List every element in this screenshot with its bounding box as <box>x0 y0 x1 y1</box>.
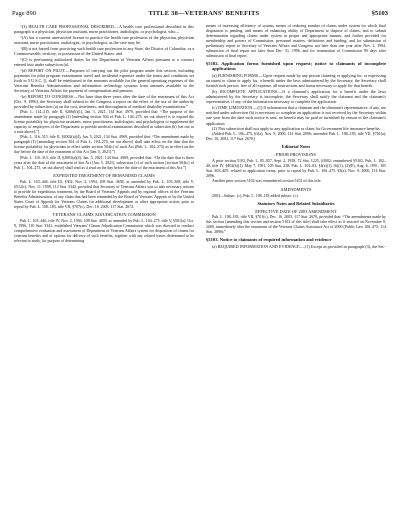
paragraph: (a) FURNISHING FORMS.—Upon request made by any person claiming or applying for, or expressing an intent to claim or apply for, a benefit under the laws administered by the Secretary, the Secretary shall furnish such person, free of all expense, all instructions and forms necessary to apply for that benefit. <box>206 72 386 89</box>
section-number: §5103 <box>371 10 388 17</box>
paragraph: “(A) has a current unrestricted license to practice the health care profession of the physician, physician assistant, nurse practitioner, audiologist, or psychologist, as the case may be; <box>14 34 194 46</box>
note-paragraph: [Pub. L. 116–315, title II, §2003(a)(4), Jan. 5, 2021, 134 Stat. 4969, provided that: “On the date that is three years after the date of the enactment of this Act [Jan. 5, 2021], subsection (c) of such section [section 504(c) of Pub. L. 104–275, set out above] shall read as it read on the day before the date of the enactment of this Act.”] <box>14 154 194 170</box>
note-paragraph: Pub. L. 108–183, title VII, §701(c), Dec. 16, 2003, 117 Stat. 2670, provided that: “The amendments made by this section [amending this section and section 5103 of this title] shall take effect as if enacted on November 9, 2000, immediately after the enactment of the Veterans Claims Assistance Act of 2000 (Public Law 106–475; 114 Stat. 2096).” <box>206 214 386 235</box>
statutory-notes-heading: Statutory Notes and Related Subsidiaries <box>257 200 335 206</box>
paragraph: (b) INCOMPLETE APPLICATIONS.—If a claimant's application for a benefit under the laws administered by the Secretary is incomplete, the Secretary shall notify the claimant and the claimant's representative, if any, of the information necessary to complete the application. <box>206 89 386 105</box>
note-paragraph: Pub. L. 103–446, title III, §302, Nov. 2, 1994, 108 Stat. 4658, as amended by Pub. L. 105–368, title V, §512(c), Nov. 11, 1998, 112 Stat. 3342, provided that Secretary of Veterans Affairs was to take necessary actions to provide for expeditious treatment, by the Board of Veterans' Appeals and by regional offices of the Veterans Benefits Administration, of any claim that had been remanded by the Board of Veterans' Appeals or by the United States Court of Appeals for Veterans Claims for additional development or other appropriate action, prior to repeal by Pub. L. 108–183, title VII, §707(c), Dec. 16, 2003, 117 Stat. 2672. <box>14 178 194 209</box>
history-note: (Added Pub. L. 106–475, §3(a), Nov. 9, 2000, 114 Stat. 2096; amended Pub. L. 108–183, title VII, §701(a), Dec. 16, 2003, 117 Stat. 2670.) <box>206 131 386 142</box>
note-heading: PRIOR PROVISIONS <box>276 152 316 158</box>
section-heading: §5103. Notice to claimants of required information and evidence <box>206 237 332 243</box>
note-paragraph: Another prior section 5102 was renumbered section 5101 of this title. <box>212 178 322 184</box>
note-paragraph: [Pub. L. 114–315, title II, §206(b)(1), Jan. 1, 2021, 134 Stat. 4970, provided that: “The purpose of the amendment made by paragraph (1) [amending section 504 of Pub. L. 104–275, set out above] is to expand the license portability for physician assistants, nurse practitioners, audiologists, and psychologists to supplement the capacity of employees of the Department to provide medical examinations described in subsection (b) [set out as a note above].”] <box>14 109 194 134</box>
right-column <box>206 24 386 250</box>
note-heading: VETERANS' CLAIMS ADJUDICATION COMMISSION <box>52 212 156 218</box>
paragraph: “(e) REPORT TO CONGRESS.—Not later than three years after the date of the enactment of this Act [Oct. 9, 1996], the Secretary shall submit to the Congress a report on the effect of the use of the authority provided by subsection (a) on the cost, timeliness, and thoroughness of medical disability examinations.” <box>14 94 194 110</box>
note-paragraph: 2003—Subsec. (c). Pub. L. 108–183 added subsec. (c). <box>212 192 299 198</box>
note-paragraph: means of increasing efficiency of system, means of reducing number of claims under system for which final disposition is pending, and means of enhancing ability of Department to dispose of claims, and to submit determination regarding claims under system in proper and appropriate manner, and further provided for membership and powers of Commission, personnel matters, definitions and funding; and for submission of preliminary report to Secretary of Veterans Affairs and Congress not later than one year after Nov. 2, 1994, submission of final report not later than Dec. 31, 1996, and for termination of Commission 90 days after submission of final report. <box>206 23 386 58</box>
note-paragraph: A prior section 5102, Pub. L. 85–857, Sept. 2, 1958, 72 Stat. 1225, §3002; renumbered §5102, Pub. L. 102–40, title IV, §402(b)(1), May 7, 1991, 105 Stat. 238; Pub. L. 102–83, §4(a)(1), (b)(1), (2)(E), Aug. 6, 1991, 105 Stat. 403–405, related to application forms, prior to repeal by Pub. L. 106–475, §3(a), Nov. 9, 2000, 114 Stat. 2096. <box>206 157 386 178</box>
note-paragraph: Pub. L. 103–446, title IV, Nov. 2, 1994, 108 Stat. 4659, as amended by Pub. L. 104–275, title V, §501(a), Oct. 9, 1996, 110 Stat. 3341, established Veterans' Claims Adjudication Commission which was directed to conduct comprehensive evaluation and assessment of Department of Veterans Affairs system for disposition of claims for veterans benefits and of options for delivery of such benefits, together with any related issues determined to be relevant to study, for purpose of determining <box>14 217 194 243</box>
note-paragraph: [Pub. L. 116–315, title II, §2002(a)(4), Jan. 5, 2021, 134 Stat. 4969, provided that: “The amendment made by paragraph (1) [amending section 504 of Pub. L. 104–275, set out above] shall take effect on the date that the license portability for physicians in effect under section 504(c) of such Act (Pub. L. 104–275) as in effect on the day before the date of the enactment of this Act [Jan. 5, 2021].”] <box>14 134 194 155</box>
paragraph: “(d) REPORT ON PILOT.—Purposes of carrying out the pilot program under this section, including payments for pilot program examination travel and incidental expenses under the terms and conditions set forth in 5 U.S.C. [], shall be reimbursed to the amounts available for the general operating expenses of the Veterans Benefits Administration and information technology systems from amounts available to the Secretary of Veterans Affairs for payment of compensation and pension. <box>14 67 194 94</box>
page-number: Page 890 <box>12 10 37 17</box>
left-column <box>14 24 194 244</box>
page-header <box>12 10 388 20</box>
paragraph: “(3) HEALTH CARE PROFESSIONAL DESCRIBED.—A health care professional described in this paragraph is a physician, physician assistant, nurse practitioner, audiologist, or psychologist, who— <box>14 24 194 35</box>
paragraph: “(C) is performing authorized duties for the Department of Veterans Affairs pursuant to a contract entered into under subsection (a). <box>14 56 194 67</box>
paragraph: (2) This subsection shall not apply to any application or claim for Government life insurance benefits. <box>212 126 381 132</box>
note-heading: EFFECTIVE DATE OF 2003 AMENDMENT <box>255 208 337 214</box>
paragraph: (a) REQUIRED INFORMATION AND EVIDENCE.—(1) Except as provided in paragraph (3), the Sec- <box>212 244 386 250</box>
editorial-notes-heading: Editorial Notes <box>281 144 311 150</box>
running-title: TITLE 38—VETERANS' BENEFITS <box>148 10 260 17</box>
note-heading: AMENDMENTS <box>280 186 312 192</box>
paragraph: “(B) is not barred from practicing such health care profession in any State, the District of Columbia, or a Commonwealth, territory, or possession of the United States; and <box>14 45 194 56</box>
note-heading: EXPEDITED TREATMENT OF REMANDED CLAIMS <box>53 173 155 179</box>
section-heading: §5102. Application forms furnished upon request; notice to claimants of incomplete applications <box>206 60 386 72</box>
paragraph: (c) TIME LIMITATION.—(1) If information that a claimant and the claimant's representative, if any, are notified under subsection (b) is necessary to complete an application is not received by the Secretary within one year from the date such notice is sent, no benefit may be paid or furnished by reason of the claimant's application. <box>206 105 386 126</box>
